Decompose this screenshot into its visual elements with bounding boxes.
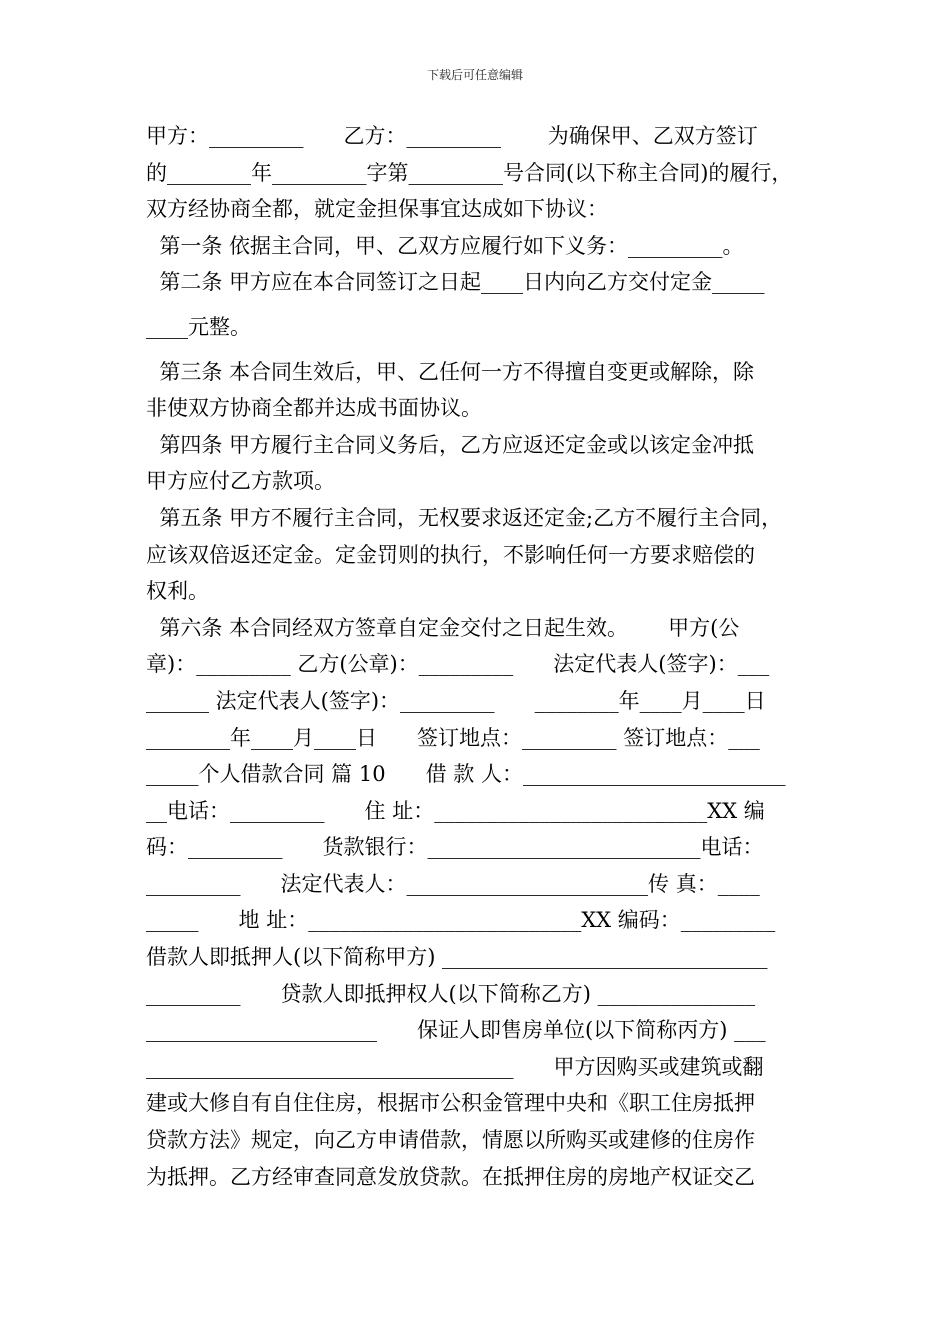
text-line: _________ 贷款人即抵押权人(以下简称乙方) _______________ bbox=[146, 981, 756, 1006]
text-line: 第四条 甲方履行主合同义务后，乙方应返还定金或以该定金冲抵 bbox=[146, 432, 755, 457]
text-line: 借款人即抵押人(以下简称甲方) _______________________________ bbox=[146, 945, 768, 970]
text-line: 第五条 甲方不履行主合同，无权要求返还定金;乙方不履行主合同， bbox=[146, 505, 783, 530]
text-line: _____个人借款合同 篇 10 借 款 人：_________________________ bbox=[146, 762, 786, 787]
text-line: 贷款方法》规定，向乙方申请借款，情愿以所购买或建修的住房作 bbox=[146, 1128, 755, 1153]
text-line: 第一条 依据主合同，甲、乙双方应履行如下义务：_________。 bbox=[146, 233, 744, 258]
text-line: _________ 法定代表人：_______________________传 真：____ bbox=[146, 871, 760, 896]
text-line: _____ 地 址：__________________________XX 编码：_________ bbox=[146, 908, 776, 933]
text-line: 码：_________ 货款银行：__________________________电话： bbox=[146, 835, 764, 860]
text-line: 第三条 本合同生效后，甲、乙任何一方不得擅自变更或解除，除 bbox=[146, 359, 755, 384]
text-line: 双方经协商全都，就定金担保事宜达成如下协议： bbox=[146, 197, 608, 222]
text-line: ________年____月____日 签订地点：_________ 签订地点：___ bbox=[146, 725, 760, 750]
text-line: 非使双方协商全都并达成书面协议。 bbox=[146, 396, 482, 421]
text-line: 的________年_________字第_________号合同(以下称主合同)的履行， bbox=[146, 160, 793, 185]
text-line: 建或大修自有自住住房，根据市公积金管理中央和《职工住房抵押 bbox=[146, 1091, 755, 1116]
text-line: ___________________________________ 甲方因购买或建筑或翻 bbox=[146, 1054, 764, 1079]
text-line: 权利。 bbox=[146, 579, 209, 604]
text-line: ____元整。 bbox=[146, 314, 251, 339]
text-line: __电话：_________ 住 址：__________________________XX 编 bbox=[146, 798, 765, 823]
page-header-note: 下载后可任意编辑 bbox=[426, 68, 523, 82]
text-line: 第二条 甲方应在本合同签订之日起____日内向乙方交付定金_____ bbox=[146, 270, 765, 295]
document-body bbox=[146, 118, 810, 1195]
text-line: ______ 法定代表人(签字)：_________ ________年____月____日 bbox=[146, 688, 766, 713]
text-line: 章)：_________ 乙方(公章)：_________ 法定代表人(签字)：___ bbox=[146, 652, 770, 677]
text-line: ______________________ 保证人即售房单位(以下简称丙方) ___ bbox=[146, 1018, 766, 1043]
text-line: 甲方：_________ 乙方：_________ 为确保甲、乙双方签订 bbox=[146, 124, 758, 148]
text-line: 为抵押。乙方经审查同意发放贷款。在抵押住房的房地产权证交乙 bbox=[146, 1164, 755, 1189]
text-line: 应该双倍返还定金。定金罚则的执行，不影响任何一方要求赔偿的 bbox=[146, 542, 755, 567]
text-line: 第六条 本合同经双方签章自定金交付之日起生效。 甲方(公 bbox=[146, 615, 740, 640]
text-line: 甲方应付乙方款项。 bbox=[146, 469, 335, 494]
